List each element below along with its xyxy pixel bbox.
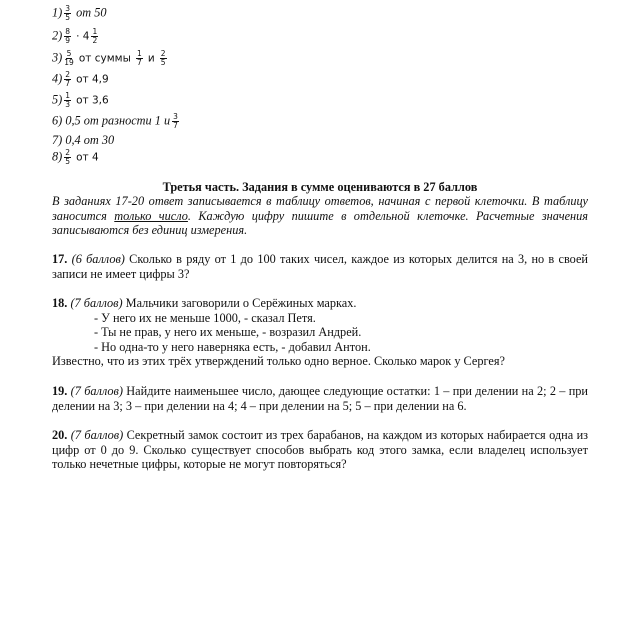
exercise-7: 7) 0,4 от 30 <box>52 133 115 147</box>
fraction: $\frac{1}{7}$ <box>136 49 142 67</box>
section-intro: В заданиях 17-20 ответ записывается в таблицу ответов, начиная с первой клеточки. В таблицу заносится только число. Каждую цифру пишите в отдельной клеточке. Расчетные значения записываются без единиц измерения. <box>52 194 589 237</box>
task-19: 19. (7 баллов) Найдите наименьшее число, дающее следующие остатки: 1 – при делении на 2; 2 – при делении на 3; 3 – при делении на 4; 4 – при делении на 5; 5 – при делении на 6. <box>52 384 589 413</box>
exercise-8: 8) $\frac{2}{5}$ от 4 <box>52 148 99 166</box>
fraction: $\frac{2}{5}$ <box>65 148 71 166</box>
fraction: $\frac{2}{7}$ <box>65 70 71 88</box>
task-20: 20. (7 баллов) Секретный замок состоит из трех барабанов, на каждом из которых набирается одна из цифр от 0 до 9. Сколько существует способов выбрать код этого замка, если владелец использует только нечетные цифры, которые не могут повторяться? <box>52 428 589 471</box>
fraction: $\frac{5}{19}$ <box>64 49 74 67</box>
exercise-6: 6) 0,5 от разности 1 и $\frac{3}{7}$ <box>52 112 178 130</box>
fraction: $\frac{2}{5}$ <box>160 49 166 67</box>
task-17: 17. (6 баллов) Сколько в ряду от 1 до 100 таких чисел, каждое из которых делится на 3, но в своей записи не имеет цифры 3? <box>52 252 589 281</box>
exercise-4: 4) $\frac{2}{7}$ от 4,9 <box>52 70 109 88</box>
exercise-3: 3) $\frac{5}{19}$ от суммы $\frac{1}{7}$ и $\frac{2}{5}$ <box>52 49 166 67</box>
fraction: $\frac{8}{9}$ <box>65 27 71 45</box>
fraction: $\frac{3}{7}$ <box>173 112 178 130</box>
exercise-2: 2) $\frac{8}{9}$ · 4 $\frac{1}{2}$ <box>52 27 98 45</box>
fraction: $\frac{1}{2}$ <box>92 27 98 45</box>
fraction: $\frac{3}{5}$ <box>65 4 71 22</box>
exercise-1: 1) $\frac{3}{5}$ от 50 <box>52 4 107 22</box>
section-title: Третья часть. Задания в сумме оцениваются в 27 баллов <box>162 180 478 194</box>
task-18: 18. (7 баллов) Мальчики заговорили о Серёжиных марках. - У него их не меньше 1000, - сказал Петя. - Ты не прав, у него их меньше, - возразил Андрей. - Но одна-то у него наверняка есть, - добавил Антон. Известно, что из этих трёх утверждений только одно верное. Сколько марок у Сергея? <box>52 296 505 368</box>
fraction: $\frac{1}{3}$ <box>65 91 71 109</box>
exercise-5: 5) $\frac{1}{3}$ от 3,6 <box>52 91 109 109</box>
